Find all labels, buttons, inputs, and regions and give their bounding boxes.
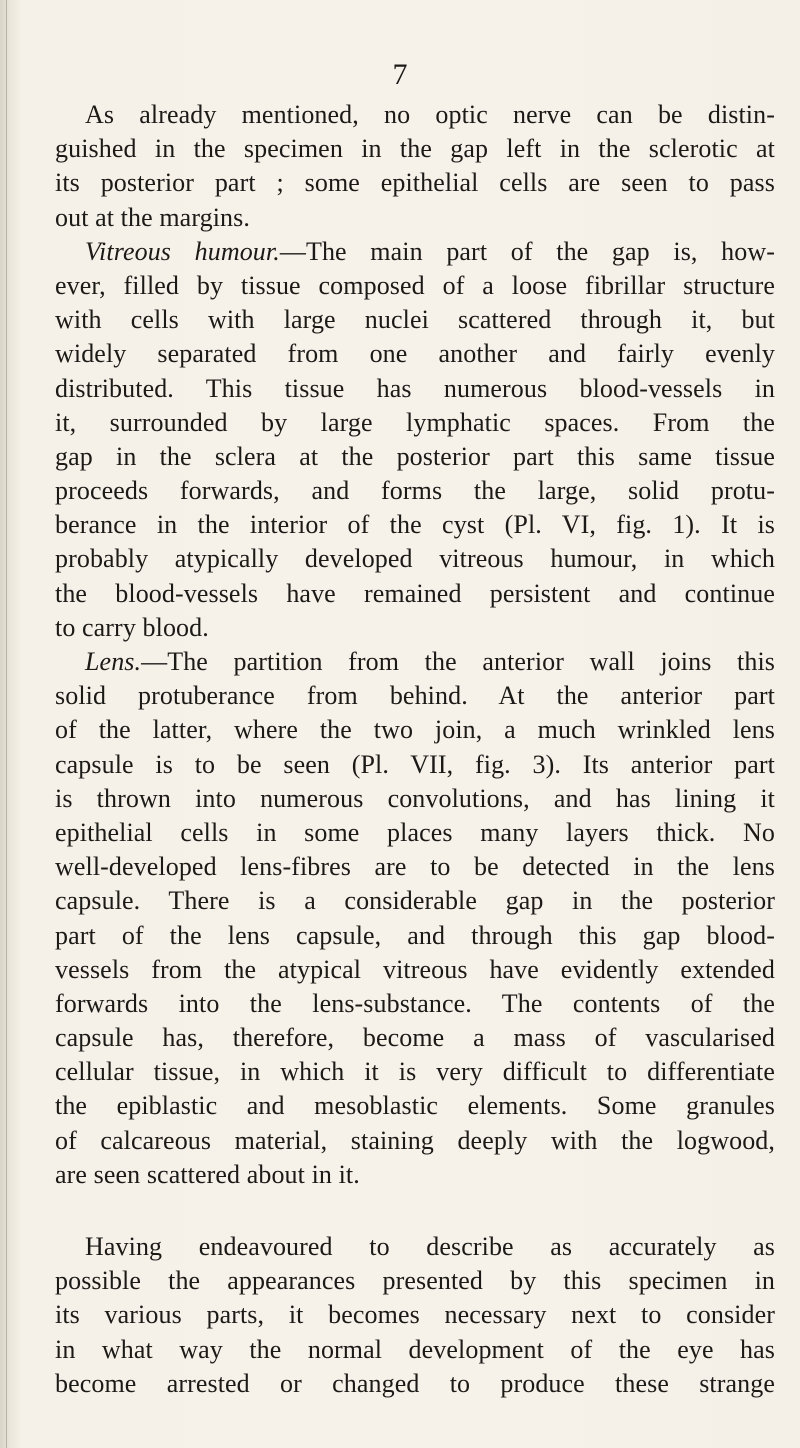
text-line: gap in the sclera at the posterior part this same tissue [55, 441, 775, 471]
text-line: to carry blood. [55, 612, 209, 642]
body-text [55, 98, 775, 1401]
text-line: widely separated from one another and fairly evenly [55, 339, 775, 369]
text-line: vessels from the atypical vitreous have evidently extended [55, 954, 775, 984]
text-line: guished in the specimen in the gap left in the sclerotic at [55, 134, 775, 164]
text-line: probably atypically developed vitreous humour, in which [55, 544, 775, 574]
text-line: forwards into the lens-substance. The contents of the [55, 988, 775, 1018]
text-line: with cells with large nuclei scattered through it, but [55, 305, 775, 335]
text-line: part of the lens capsule, and through this gap blood- [55, 920, 775, 950]
text-line: the blood-vessels have remained persistent and continue [55, 578, 775, 608]
text-line: become arrested or changed to produce these strange [55, 1368, 775, 1398]
page-number: 7 [392, 58, 408, 91]
section-heading-vitreous: Vitreous humour. [85, 236, 280, 266]
text-line: it, surrounded by large lymphatic spaces. From the [55, 407, 775, 437]
text-line: of calcareous material, staining deeply with the logwood, [55, 1125, 775, 1155]
text-line: capsule. There is a considerable gap in the posterior [55, 886, 775, 916]
text-line: Having endeavoured to describe as accurately as [85, 1232, 775, 1261]
text-line-fragment: —The partition from the anterior wall joins this [141, 647, 775, 676]
text-line: possible the appearances presented by this specimen in [55, 1266, 775, 1296]
text-line: capsule has, therefore, become a mass of vascularised [55, 1023, 775, 1053]
text-line: proceeds forwards, and forms the large, solid protu- [55, 476, 775, 506]
paragraph-gap [55, 1192, 775, 1230]
text-line: out at the margins. [55, 202, 250, 232]
text-line: cellular tissue, in which it is very difficult to differentiate [55, 1057, 775, 1087]
text-line: solid protuberance from behind. At the anterior part [55, 681, 775, 711]
text-line: its various parts, it becomes necessary next to consider [55, 1300, 775, 1330]
text-line: capsule is to be seen (Pl. VII, fig. 3). Its anterior part [55, 749, 775, 779]
text-line: in what way the normal development of the eye has [55, 1334, 775, 1364]
binding-gutter [6, 0, 7, 1448]
text-line: of the latter, where the two join, a much wrinkled lens [55, 715, 775, 745]
text-line: berance in the interior of the cyst (Pl. VI, fig. 1). It is [55, 510, 775, 540]
text-line: epithelial cells in some places many layers thick. No [55, 817, 775, 847]
text-line [55, 235, 775, 269]
text-line: the epiblastic and mesoblastic elements. Some granules [55, 1091, 775, 1121]
text-line: well-developed lens-fibres are to be detected in the lens [55, 852, 775, 882]
text-line: are seen scattered about in it. [55, 1159, 360, 1189]
section-heading-lens: Lens. [85, 647, 142, 676]
text-line-fragment: —The main part of the gap is, how- [279, 236, 775, 266]
text-line: ever, filled by tissue composed of a loose fibrillar structure [55, 270, 775, 300]
text-line: is thrown into numerous convolutions, and has lining it [55, 783, 775, 813]
text-line: distributed. This tissue has numerous blood-vessels in [55, 373, 775, 403]
text-line [55, 645, 775, 679]
text-line: its posterior part ; some epithelial cells are seen to pass [55, 168, 775, 198]
text-line: As already mentioned, no optic nerve can be distin- [85, 100, 775, 129]
